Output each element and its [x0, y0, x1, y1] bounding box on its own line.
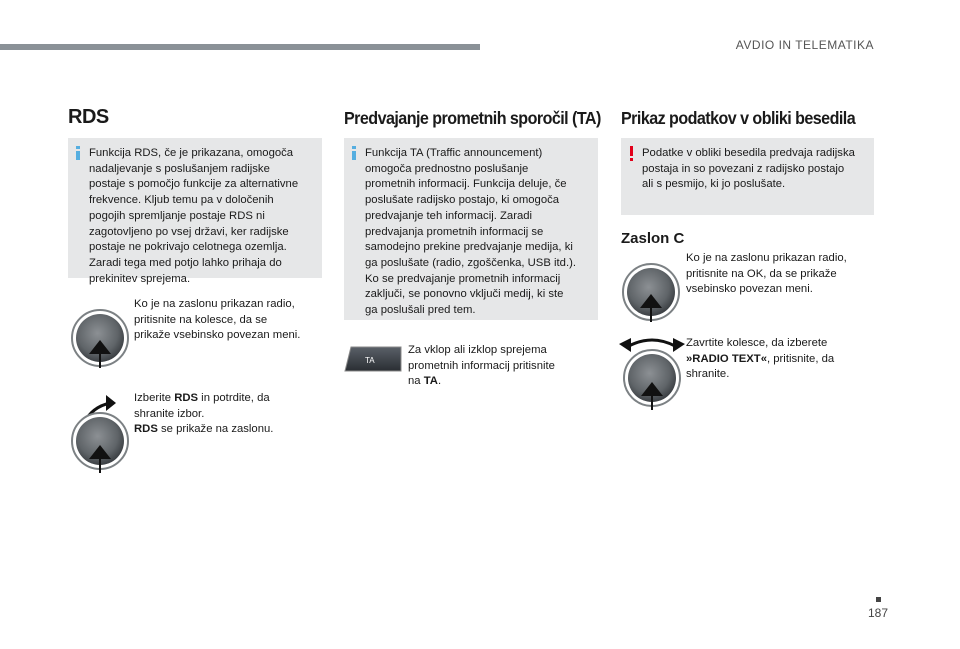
ta-info-box: [344, 138, 598, 320]
text-run: .: [437, 375, 442, 388]
rds-note-line: nadaljevanje s poslušanjem radijske: [89, 162, 270, 175]
radiotext-note-line: Podatke v obliki besedila predvaja radijska: [642, 147, 855, 159]
header-bar: [0, 44, 480, 50]
text-run: Izberite: [134, 392, 175, 404]
ta-note-line: Funkcija TA (Traffic announcement): [365, 147, 543, 159]
radiotext-step-line: shranite.: [686, 368, 730, 381]
rds-keyword: RDS: [174, 392, 199, 404]
ta-button-label: TA: [365, 356, 375, 365]
text-run: in potrdite, da: [198, 392, 270, 404]
rds-note-line: frekvence. Kljub temu pa v določenih: [89, 194, 274, 207]
rds-keyword: RDS: [134, 423, 158, 436]
text-run: shranite izbor.: [134, 407, 205, 420]
rotate-press-knob-icon: [617, 334, 687, 410]
rds-note-line: Funkcija RDS, če je prikazana, omogoča: [89, 147, 294, 159]
rds-step-2: [134, 391, 273, 438]
ta-note-line: zaključi, se ponovno vključi medij, ki ste: [365, 288, 564, 301]
radiotext-step-line: Zavrtite kolesce, da izberete: [686, 337, 828, 349]
rds-heading: RDS: [68, 106, 109, 128]
text-run: na: [408, 375, 424, 388]
ta-step-line: Za vklop ali izklop sprejema: [408, 344, 547, 356]
radiotext-keyword: »RADIO TEXT«: [686, 352, 767, 365]
ta-note-line: omogoča prednostno poslušanje: [365, 162, 529, 175]
ta-note-line: predvajanje teh informacij. Zaradi: [365, 209, 533, 222]
ta-step: [408, 343, 555, 390]
radiotext-note-line: postaja in so povezani z radijsko postajo: [642, 162, 845, 175]
radiotext-step-2: [686, 336, 834, 383]
radiotext-heading: Prikaz podatkov v obliki besedila: [621, 108, 856, 128]
text-run: se prikaže na zaslonu.: [157, 423, 274, 436]
section-title: AVDIO IN TELEMATIKA: [735, 38, 874, 52]
rds-note-line: prekinitev sprejema.: [89, 272, 191, 285]
rds-note-line: postaje ne pokrivajo celotnega ozemlja.: [89, 241, 287, 254]
info-icon: [76, 146, 80, 160]
radiotext-step-line: vsebinsko povezan meni.: [686, 283, 813, 296]
rds-info-box: [68, 138, 322, 285]
ta-note-line: ga poslušate (radio, zgoščenka, USB itd.).: [365, 256, 576, 269]
ta-keyword: TA: [423, 375, 438, 388]
rds-note-line: postaje s pomočjo funkcije za alternativne: [89, 178, 299, 191]
ta-note-line: prometnih informacij. Funkcija deluje, če: [365, 178, 567, 191]
ta-button-icon: [343, 345, 403, 373]
page-number: 187: [868, 606, 889, 620]
press-knob-icon: [70, 308, 130, 368]
warning-icon: [629, 146, 633, 160]
rds-note-line: zagotovljeno po vsej državi, ker radijske: [89, 225, 289, 238]
ta-note-line: poslušate radijsko postajo, ki omogoča: [365, 194, 560, 207]
info-icon: [352, 146, 356, 160]
ta-note-line: samodejno prekine predvajanje medija, ki: [365, 241, 573, 254]
rds-note-line: Zaradi tega med potjo lahko prihaja do: [89, 256, 282, 269]
rds-step-1-line: pritisnite na kolesce, da se: [134, 313, 268, 326]
radiotext-note-line: ali s pesmijo, ki jo poslušate.: [642, 178, 786, 191]
rds-note-line: pogojih spremljanje postaje RDS ni: [89, 209, 265, 222]
radiotext-step-line: Ko je na zaslonu prikazan radio,: [686, 252, 847, 264]
ta-heading: Predvajanje prometnih sporočil (TA): [344, 108, 601, 128]
radiotext-warning-box: [621, 138, 874, 215]
rds-step-1-line: prikaže vsebinsko povezan meni.: [134, 329, 301, 342]
ta-note-line: ga poslušali pred tem.: [365, 304, 476, 317]
screen-c-heading: Zaslon C: [621, 230, 685, 247]
page-marker: [876, 597, 881, 602]
press-knob-icon: [621, 262, 681, 322]
ta-note-line: Ko se predvajanje prometnih informacij: [365, 272, 561, 285]
ta-step-line: prometnih informacij pritisnite: [408, 359, 555, 372]
radiotext-step-1: [686, 251, 847, 298]
rds-step-1: [134, 297, 300, 344]
radiotext-step-line: pritisnite na OK, da se prikaže: [686, 267, 837, 280]
rotate-press-knob-icon: [70, 393, 130, 473]
rds-step-1-line: Ko je na zaslonu prikazan radio,: [134, 298, 295, 310]
ta-note-line: predvajanja prometnih informacij se: [365, 225, 544, 238]
text-run: , pritisnite, da: [766, 352, 835, 365]
